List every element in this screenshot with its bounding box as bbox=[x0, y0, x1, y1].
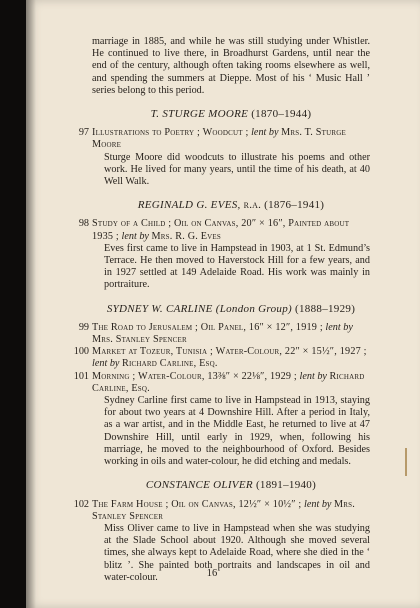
lent-by: lent by bbox=[325, 321, 353, 333]
artist-heading-eves: REGINALD G. EVES, r.a. (1876–1941) bbox=[137, 199, 325, 212]
catalogue-entry-99 bbox=[78, 321, 370, 346]
intro-paragraph: marriage in 1885, and while he was still studying under Whistler. He continued to live there, in Broadhurst Gardens, until near the end of the century, although often taking rooms elsewhere as well, and spending the summers at Dieppe. Most of his ‘ Music Hall ’ series belong to this period. bbox=[92, 36, 370, 96]
entry-owner: Mrs. Stanley Spencer bbox=[92, 334, 187, 346]
entry-owner: Mrs. R. G. Eves bbox=[151, 230, 222, 242]
entry-number: 100 bbox=[73, 346, 89, 358]
lent-by: lent by bbox=[299, 370, 327, 382]
lent-by: lent by bbox=[121, 230, 149, 242]
page-gutter-shadow bbox=[26, 0, 36, 608]
entry-title: Morning ; Water-Colour, 13⅜″ × 22⅛″, 1929 ; bbox=[92, 370, 297, 382]
artist-heading-oliver: CONSTANCE OLIVER (1891–1940) bbox=[145, 479, 317, 492]
entry-owner: Richard Carline, Esq. bbox=[92, 370, 365, 394]
catalogue-entry-101 bbox=[73, 370, 370, 395]
artist-bio-carline: Sydney Carline first came to live in Hampstead in 1913, staying for about two years at 4 Downshire Hill. After a period in Italy, as a war artist, and in the Middle East, he returned to live at 47 Downshire Hill, until early in 1929, when, following his marriage, he moved to the neighbourhood of Oxford. Besides working in oils and water-colour, he did etching and medals. bbox=[104, 395, 370, 468]
catalogue-entry-102 bbox=[73, 498, 370, 523]
entry-number: 99 bbox=[78, 321, 89, 333]
entry-number: 102 bbox=[73, 498, 89, 510]
entry-number: 101 bbox=[73, 370, 89, 382]
entry-owner: Mrs. Stanley Spencer bbox=[92, 498, 355, 522]
lent-by: lent by bbox=[251, 127, 279, 139]
entry-title: The Farm House ; Oil on Canvas, 12½″ × 10½″ ; bbox=[92, 498, 302, 510]
catalogue-entry-98 bbox=[78, 218, 370, 242]
page-number: 16 bbox=[206, 568, 218, 579]
entry-number: 98 bbox=[78, 218, 89, 230]
entry-owner: Mrs. T. Sturge Moore bbox=[92, 127, 346, 151]
artist-bio-oliver: Miss Oliver came to live in Hampstead when she was studying at the Slade School about 1920. Although she moved several times, she always kept to Adelaide Road, where she died in the ‘ blitz ’. She painted both portraits and landscapes in oil and water-colour. bbox=[104, 522, 370, 583]
entry-owner: Richard Carline, Esq. bbox=[122, 358, 218, 370]
lent-by: lent by bbox=[304, 498, 332, 510]
page-edge-mark bbox=[405, 448, 407, 476]
entry-number: 97 bbox=[78, 127, 89, 139]
lent-by: lent by bbox=[92, 358, 120, 370]
entry-title: Study of a Child ; Oil on Canvas, 20″ × 16″, Painted about 1935 ; bbox=[92, 218, 350, 242]
entry-title: The Road to Jerusalem ; Oil Panel, 16″ × 12″, 1919 ; bbox=[92, 321, 323, 333]
catalogue-entry-97 bbox=[78, 127, 370, 151]
artist-bio-eves: Eves first came to live in Hampstead in 1903, at 1 St. Edmund’s Terrace. He then moved to Haverstock Hill for a few years, and in 1927 settled at 149 Adelaide Road. His work was mainly in portraiture. bbox=[104, 242, 370, 291]
artist-bio-sturge-moore: Sturge Moore did woodcuts to illustrate his poems and other work. He lived for many years, until the time of his death, at 40 Well Walk. bbox=[104, 151, 370, 188]
entry-title: Market at Tozeur, Tunisia ; Water-Colour, 22″ × 15½″, 1927 ; bbox=[92, 346, 367, 358]
entry-title: Illustrations to Poetry ; Woodcut ; bbox=[92, 127, 249, 139]
artist-heading-carline: SYDNEY W. CARLINE (London Group) (1888–1929) bbox=[106, 302, 356, 315]
artist-heading-sturge-moore: T. STURGE MOORE (1870–1944) bbox=[150, 108, 312, 121]
catalogue-entry-100 bbox=[73, 346, 370, 370]
page-text bbox=[73, 36, 370, 584]
